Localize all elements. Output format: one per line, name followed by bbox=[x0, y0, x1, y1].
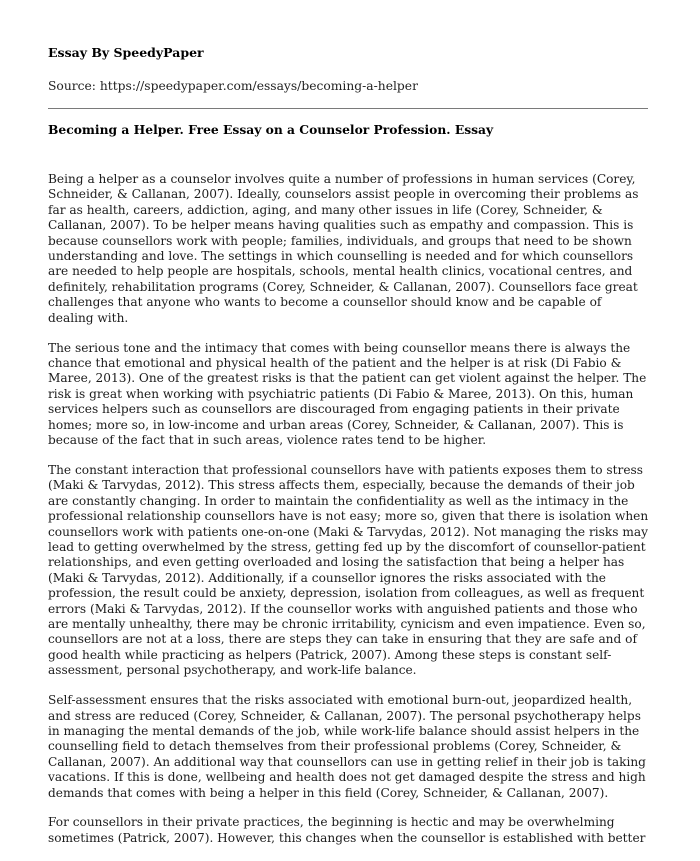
header-divider bbox=[48, 108, 648, 109]
paragraph: The constant interaction that professional counsellors have with patients exposes them to stress (Maki & Tarvydas, 2012). This stress affects them, especially, because the demands of their job are constantly changing. In order to maintain the confidentiality as well as the intimacy in the professional relationship counsellors have is not easy; more so, given that there is isolation when counsellors work with patients one-on-one (Maki & Tarvydas, 2012). Not managing the risks may lead to getting overwhelmed by the stress, getting fed up by the discomfort of counsellor-patient relationships, and even getting overloaded and losing the satisfaction that being a helper has (Maki & Tarvydas, 2012). Additionally, if a counsellor ignores the risks associated with the profession, the result could be anxiety, depression, isolation from colleagues, as well as frequent errors (Maki & Tarvydas, 2012). If the counsellor works with anguished patients and those who are mentally unhealthy, there may be chronic irritability, cynicism and even impatience. Even so, counsellors are not at a loss, there are steps they can take in ensuring that they are safe and of good health while practicing as helpers (Patrick, 2007). Among these steps is constant self-assessment, personal psychotherapy, and work-life balance. bbox=[48, 462, 649, 678]
essay-title: Becoming a Helper. Free Essay on a Counselor Profession. Essay bbox=[48, 122, 494, 137]
essay-body bbox=[48, 172, 650, 861]
brand-heading: Essay By SpeedyPaper bbox=[48, 45, 204, 60]
paragraph: The serious tone and the intimacy that comes with being counsellor means there is always the chance that emotional and physical health of the patient and the helper is at risk (Di Fabio & Maree, 2013). One of the greatest risks is that the patient can get violent against the helper. The risk is great when working with psychiatric patients (Di Fabio & Maree, 2013). On this, human services helpers such as counsellors are discouraged from engaging patients in their private homes; more so, in low-income and urban areas (Corey, Schneider, & Callanan, 2007). This is because of the fact that in such areas, violence rates tend to be higher. bbox=[48, 340, 647, 447]
paragraph: Self-assessment ensures that the risks associated with emotional burn-out, jeopardized health, and stress are reduced (Corey, Schneider, & Callanan, 2007). The personal psychotherapy helps in managing the mental demands of the job, while work-life balance should assist helpers in the counselling field to detach themselves from their professional problems (Corey, Schneider, & Callanan, 2007). An additional way that counsellors can use in getting relief in their job is taking vacations. If this is done, wellbeing and health does not get damaged despite the stress and high demands that comes with being a helper in this field (Corey, Schneider, & Callanan, 2007). bbox=[48, 693, 646, 800]
source-line: Source: https://speedypaper.com/essays/becoming-a-helper bbox=[48, 79, 418, 93]
paragraph: Being a helper as a counselor involves quite a number of professions in human services (Corey, Schneider, & Callanan, 2007). Ideally, counselors assist people in overcoming their problems as far as health, careers, addiction, aging, and many other issues in life (Corey, Schneider, & Callanan, 2007). To be helper means having qualities such as empathy and compassion. This is because counsellors work with people; families, individuals, and groups that need to be shown understanding and love. The settings in which counselling is needed and for which counsellors are needed to help people are hospitals, schools, mental health clinics, vocational centres, and definitely, rehabilitation programs (Corey, Schneider, & Callanan, 2007). Counsellors face great challenges that anyone who wants to become a counsellor should know and be capable of dealing with. bbox=[48, 172, 639, 325]
paragraph: For counsellors in their private practices, the beginning is hectic and may be overwhelming sometimes (Patrick, 2007). However, this changes when the counsellor is established with better bbox=[48, 815, 646, 845]
